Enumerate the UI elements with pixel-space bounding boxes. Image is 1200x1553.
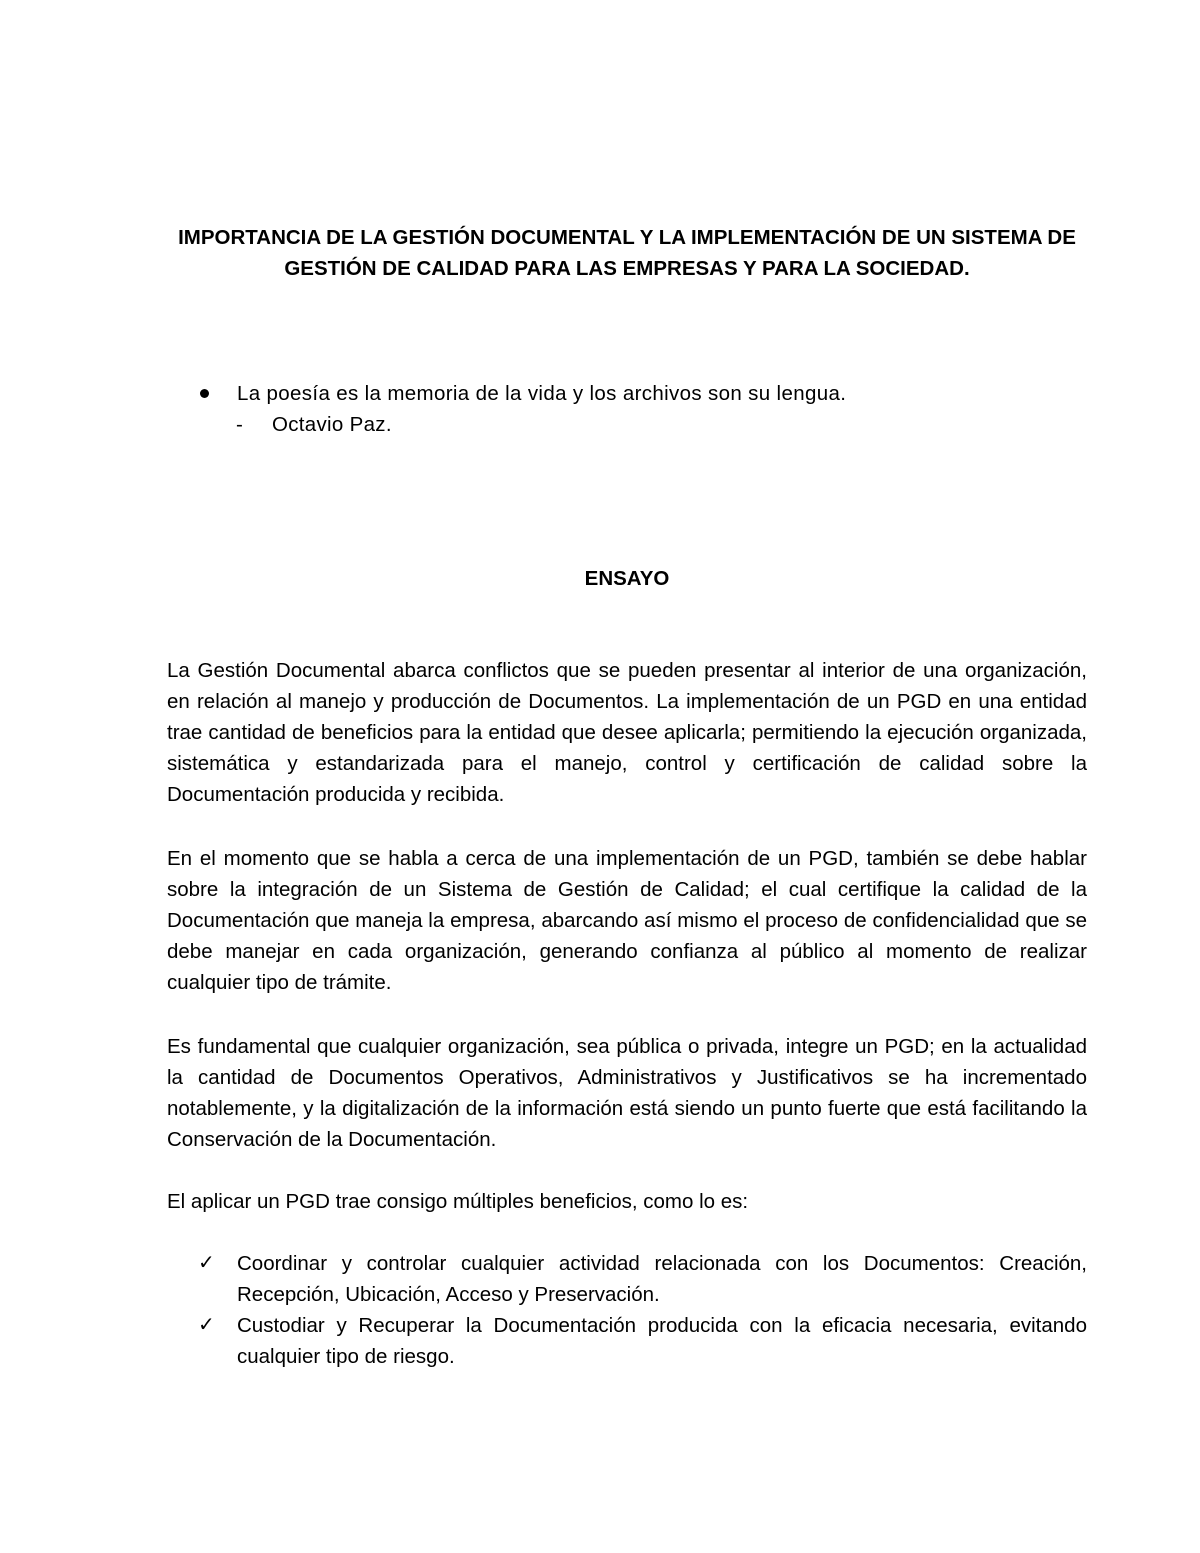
quote-row [198,378,1098,409]
dash-marker: - [236,413,243,436]
section-heading: ENSAYO [584,567,670,590]
quote-author: Octavio Paz. [272,413,392,436]
paragraph: La Gestión Documental abarca conflictos que se pueden presentar al interior de una organización, en relación al manejo y producción de Documentos. La implementación de un PGD en una entidad trae cantidad de beneficios para la entidad que desee aplicarla; permitiendo la ejecución organizada, sistemática y estandarizada para el manejo, control y certificación de calidad sobre la Documentación producida y recibida. [167,659,1087,806]
list-item [198,1248,1087,1310]
list-item-text: Coordinar y controlar cualquier actividad relacionada con los Documentos: Creación, Recepción, Ubicación, Acceso y Preservación. [237,1252,1087,1306]
paragraph: Es fundamental que cualquier organización, sea pública o privada, integre un PGD; en la actualidad la cantidad de Documentos Operativos, Administrativos y Justificativos se ha incrementado notablemente, y la digitalización de la información está siendo un punto fuerte que está facilitando la Conservación de la Documentación. [167,1035,1087,1151]
paragraph: El aplicar un PGD trae consigo múltiples beneficios, como lo es: [167,1190,749,1213]
check-icon: ✓ [198,1314,215,1336]
list-item [198,1310,1087,1372]
check-icon: ✓ [198,1252,215,1274]
benefits-list [198,1248,1087,1372]
epigraph-quote [198,378,1098,440]
paragraph: En el momento que se habla a cerca de una implementación de un PGD, también se debe hablar sobre la integración de un Sistema de Gestión de Calidad; el cual certifique la calidad de la Documentación que maneja la empresa, abarcando así mismo el proceso de confidencialidad que se debe manejar en cada organización, generando confianza al público al momento de realizar cualquier tipo de trámite. [167,847,1087,994]
list-item-text: Custodiar y Recuperar la Documentación producida con la eficacia necesaria, evitando cualquier tipo de riesgo. [237,1314,1087,1368]
quote-author-row [198,409,1098,440]
quote-text: La poesía es la memoria de la vida y los archivos son su lengua. [237,382,847,405]
document-title: IMPORTANCIA DE LA GESTIÓN DOCUMENTAL Y LA IMPLEMENTACIÓN DE UN SISTEMA DE GESTIÓN DE CALIDAD PARA LAS EMPRESAS Y PARA LA SOCIEDAD. [178,226,1076,280]
bullet-icon [200,389,209,398]
